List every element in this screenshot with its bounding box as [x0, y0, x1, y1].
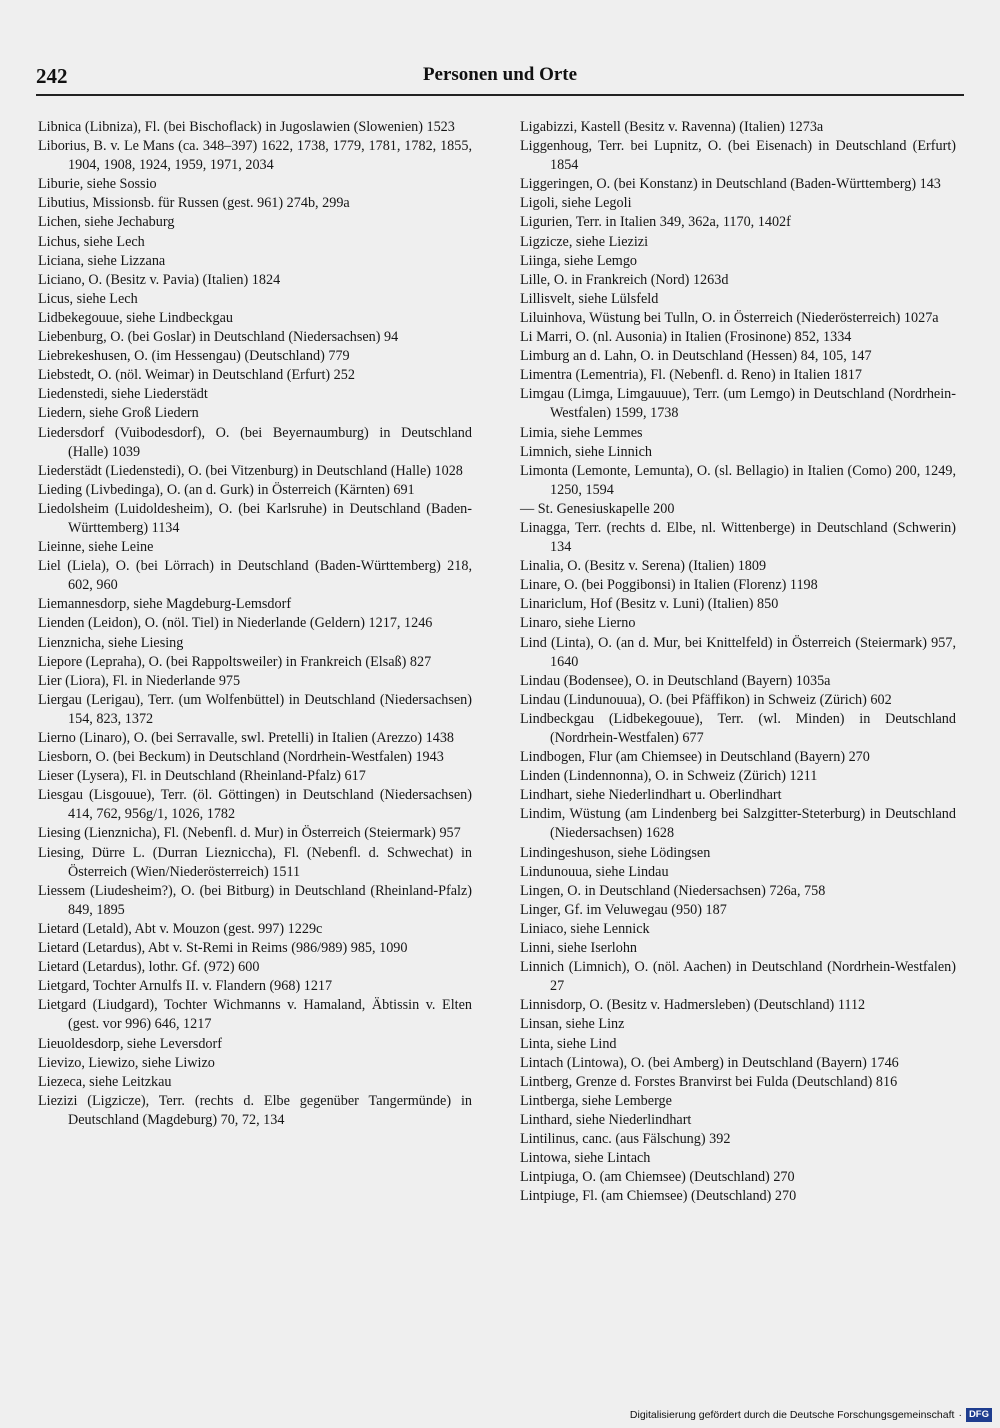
index-entry: Liborius, B. v. Le Mans (ca. 348–397) 1622, 1738, 1779, 1781, 1782, 1855, 1904, 1908, 1924, 1959, 1971, 2034	[38, 138, 472, 174]
footer: Digitalisierung gefördert durch die Deutsche Forschungsgemeinschaft · DFG	[630, 1406, 992, 1424]
index-entry: Limentra (Lementria), Fl. (Nebenfl. d. Reno) in Italien 1817	[520, 367, 862, 384]
index-entry: Lintberg, Grenze d. Forstes Branvirst bei Fulda (Deutschland) 816	[520, 1073, 898, 1090]
index-entry: Liciano, O. (Besitz v. Pavia) (Italien) 1824	[38, 271, 281, 288]
index-entry: Liedersdorf (Vuibodesdorf), O. (bei Beyernaumburg) in Deutschland (Halle) 1039	[38, 424, 472, 460]
index-entry: Liebrekeshusen, O. (im Hessengau) (Deutschland) 779	[38, 348, 350, 365]
index-entry: Limnich, siehe Linnich	[520, 443, 652, 460]
index-entry: Lienznicha, siehe Liesing	[38, 634, 184, 651]
page-number: 242	[36, 64, 68, 88]
index-entry: Lintberga, siehe Lemberge	[520, 1092, 672, 1109]
index-entry: Lichen, siehe Jechaburg	[38, 214, 175, 231]
index-entry: Liniaco, siehe Lennick	[520, 920, 650, 937]
index-entry: Linariclum, Hof (Besitz v. Luni) (Italien) 850	[520, 596, 779, 613]
index-entry: Lintach (Lintowa), O. (bei Amberg) in Deutschland (Bayern) 1746	[520, 1054, 899, 1071]
index-entry: Liesing, Dürre L. (Durran Liezniccha), Fl. (Nebenfl. d. Schwechat) in Österreich (Wien/Niederösterreich) 1511	[38, 844, 472, 880]
index-entry: Liciana, siehe Lizzana	[38, 252, 166, 269]
index-entry: Lietgard (Liudgard), Tochter Wichmanns v. Hamaland, Äbtissin v. Elten (gest. vor 996) 646, 1217	[38, 997, 472, 1033]
index-entry: Lillisvelt, siehe Lülsfeld	[520, 290, 659, 307]
index-entry: Lindbogen, Flur (am Chiemsee) in Deutschland (Bayern) 270	[520, 749, 870, 766]
index-entry: Liggenhoug, Terr. bei Lupnitz, O. (bei Eisenach) in Deutschland (Erfurt) 1854	[520, 138, 956, 174]
index-entry: Linni, siehe Iserlohn	[520, 940, 638, 957]
index-entry: Ligzicze, siehe Liezizi	[520, 233, 649, 250]
index-entry: Lietard (Letardus), Abt v. St-Remi in Reims (986/989) 985, 1090	[38, 940, 408, 957]
index-entry: Liebstedt, O. (nöl. Weimar) in Deutschland (Erfurt) 252	[38, 367, 355, 384]
dfg-logo: DFG	[966, 1408, 992, 1422]
index-entry: Lietard (Letardus), lothr. Gf. (972) 600	[38, 959, 260, 976]
index-entry: Lindhart, siehe Niederlindhart u. Oberlindhart	[520, 787, 782, 804]
index-entry: Limonta (Lemonte, Lemunta), O. (sl. Bellagio) in Italien (Como) 200, 1249, 1250, 1594	[520, 462, 956, 498]
index-entry: Lindim, Wüstung (am Lindenberg bei Salzgitter-Steterburg) in Deutschland (Niedersachsen) 1628	[520, 806, 956, 842]
index-entry: Lind (Linta), O. (an d. Mur, bei Knittelfeld) in Österreich (Steiermark) 957, 1640	[520, 634, 956, 670]
index-entry: Lindau (Lindunouua), O. (bei Pfäffikon) in Schweiz (Zürich) 602	[520, 691, 892, 708]
index-entry: Liluinhova, Wüstung bei Tulln, O. in Österreich (Niederösterreich) 1027a	[520, 309, 939, 326]
index-entry: Ligabizzi, Kastell (Besitz v. Ravenna) (Italien) 1273a	[520, 119, 824, 135]
index-entry: Liinga, siehe Lemgo	[520, 252, 638, 269]
index-entry: Linnich (Limnich), O. (nöl. Aachen) in Deutschland (Nordrhein-Westfalen) 27	[520, 959, 956, 995]
index-entry: Libnica (Libniza), Fl. (bei Bischoflack) in Jugoslawien (Slowenien) 1523	[38, 119, 455, 135]
index-entry: Lienden (Leidon), O. (nöl. Tiel) in Niederlande (Geldern) 1217, 1246	[38, 615, 433, 632]
index-entry: Liebenburg, O. (bei Goslar) in Deutschland (Niedersachsen) 94	[38, 329, 399, 346]
running-title: Personen und Orte	[422, 64, 578, 85]
index-entry: Ligurien, Terr. in Italien 349, 362a, 1170, 1402f	[520, 214, 791, 231]
index-entry: Linalia, O. (Besitz v. Serena) (Italien) 1809	[520, 558, 767, 575]
index-entry: Lidbekegouue, siehe Lindbeckgau	[38, 309, 234, 326]
index-entry: Liedolsheim (Luidoldesheim), O. (bei Karlsruhe) in Deutschland (Baden-Württemberg) 1134	[38, 500, 472, 536]
right-index-column	[520, 118, 956, 1206]
index-entry: Liesborn, O. (bei Beckum) in Deutschland (Nordrhein-Westfalen) 1943	[38, 749, 444, 766]
index-entry: Licus, siehe Lech	[38, 290, 138, 307]
index-entry: Lintpiuga, O. (am Chiemsee) (Deutschland) 270	[520, 1169, 795, 1186]
index-entry: Lindbeckgau (Lidbekegouue), Terr. (wl. Minden) in Deutschland (Nordrhein-Westfalen) 677	[520, 710, 956, 746]
index-entry: Linare, O. (bei Poggibonsi) in Italien (Florenz) 1198	[520, 577, 818, 594]
header-rule	[36, 94, 964, 96]
left-index-column	[38, 118, 472, 1130]
index-entry: Linger, Gf. im Veluwegau (950) 187	[520, 901, 727, 918]
index-entry: Liergau (Lerigau), Terr. (um Wolfenbüttel) in Deutschland (Niedersachsen) 154, 823, 1372	[38, 691, 472, 727]
index-entry: Lieding (Livbedinga), O. (an d. Gurk) in Österreich (Kärnten) 691	[38, 481, 415, 498]
index-entry: Lindunouua, siehe Lindau	[520, 863, 669, 880]
index-entry: Linsan, siehe Linz	[520, 1016, 625, 1033]
index-entry: Liepore (Lepraha), O. (bei Rappoltsweiler) in Frankreich (Elsaß) 827	[38, 653, 432, 670]
index-entry: Ligoli, siehe Legoli	[520, 195, 632, 212]
index-entry: Liedern, siehe Groß Liedern	[38, 405, 199, 422]
index-entry: Liel (Liela), O. (bei Lörrach) in Deutschland (Baden-Württemberg) 218, 602, 960	[38, 558, 472, 594]
index-entry: Lietard (Letald), Abt v. Mouzon (gest. 997) 1229c	[38, 920, 323, 937]
index-entry: Liezeca, siehe Leitzkau	[38, 1073, 172, 1090]
index-entry: Lintilinus, canc. (aus Fälschung) 392	[520, 1130, 731, 1147]
index-entry: Lietgard, Tochter Arnulfs II. v. Flandern (968) 1217	[38, 978, 333, 995]
index-entry: Linaro, siehe Lierno	[520, 615, 636, 632]
index-entry: Linnisdorp, O. (Besitz v. Hadmersleben) (Deutschland) 1112	[520, 997, 866, 1014]
index-entry: Linden (Lindennonna), O. in Schweiz (Zürich) 1211	[520, 768, 818, 785]
index-entry: Lieuoldesdorp, siehe Leversdorf	[38, 1035, 222, 1052]
index-entry: Lieser (Lysera), Fl. in Deutschland (Rheinland-Pfalz) 617	[38, 768, 366, 785]
index-entry: Lintpiuge, Fl. (am Chiemsee) (Deutschland) 270	[520, 1188, 797, 1205]
index-entry: Lille, O. in Frankreich (Nord) 1263d	[520, 271, 729, 288]
index-entry: Liederstädt (Liedenstedi), O. (bei Vitzenburg) in Deutschland (Halle) 1028	[38, 462, 463, 479]
index-entry: Liesgau (Lisgouue), Terr. (öl. Göttingen) in Deutschland (Niedersachsen) 414, 762, 956g/1, 1026, 1782	[38, 787, 472, 823]
index-entry: Liedenstedi, siehe Liederstädt	[38, 386, 208, 403]
index-entry: Lingen, O. in Deutschland (Niedersachsen) 726a, 758	[520, 882, 826, 899]
index-entry: Lierno (Linaro), O. (bei Serravalle, swl. Pretelli) in Italien (Arezzo) 1438	[38, 730, 455, 746]
footer-credit: Digitalisierung gefördert durch die Deutsche Forschungsgemeinschaft	[629, 1409, 955, 1421]
index-entry: Linagga, Terr. (rechts d. Elbe, nl. Wittenberge) in Deutschland (Schwerin) 134	[520, 519, 956, 556]
index-entry: Liemannesdorp, siehe Magdeburg-Lemsdorf	[38, 596, 292, 613]
index-entry: Lieinne, siehe Leine	[38, 539, 154, 556]
index-entry: Libutius, Missionsb. für Russen (gest. 961) 274b, 299a	[38, 195, 350, 212]
index-entry: Linta, siehe Lind	[520, 1035, 617, 1052]
index-entry: Limia, siehe Lemmes	[520, 424, 643, 441]
index-entry: Limgau (Limga, Limgauuue), Terr. (um Lemgo) in Deutschland (Nordrhein-Westfalen) 1599, 1738	[520, 386, 956, 422]
index-entry: Lindingeshuson, siehe Lödingsen	[520, 844, 711, 861]
index-entry: Limburg an d. Lahn, O. in Deutschland (Hessen) 84, 105, 147	[520, 348, 872, 365]
index-entry: Lindau (Bodensee), O. in Deutschland (Bayern) 1035a	[520, 672, 831, 689]
index-entry: Liezizi (Ligzicze), Terr. (rechts d. Elbe gegenüber Tangermünde) in Deutschland (Magdeburg) 70, 72, 134	[38, 1092, 472, 1128]
index-entry: Liessem (Liudesheim?), O. (bei Bitburg) in Deutschland (Rheinland-Pfalz) 849, 1895	[38, 882, 472, 918]
index-entry: Lievizo, Liewizo, siehe Liwizo	[38, 1054, 215, 1071]
page-header	[36, 62, 964, 92]
index-entry: Liesing (Lienznicha), Fl. (Nebenfl. d. Mur) in Österreich (Steiermark) 957	[38, 825, 461, 842]
index-entry: Lintowa, siehe Lintach	[520, 1150, 651, 1167]
index-entry: Lichus, siehe Lech	[38, 233, 145, 250]
index-entry: Liburie, siehe Sossio	[38, 176, 157, 193]
index-entry: Li Marri, O. (nl. Ausonia) in Italien (Frosinone) 852, 1334	[520, 329, 852, 346]
index-entry: Liggeringen, O. (bei Konstanz) in Deutschland (Baden-Württemberg) 143	[520, 176, 941, 193]
index-entry: Lier (Liora), Fl. in Niederlande 975	[38, 672, 241, 689]
index-entry: — St. Genesiuskapelle 200	[520, 500, 675, 517]
index-entry: Linthard, siehe Niederlindhart	[520, 1111, 692, 1128]
